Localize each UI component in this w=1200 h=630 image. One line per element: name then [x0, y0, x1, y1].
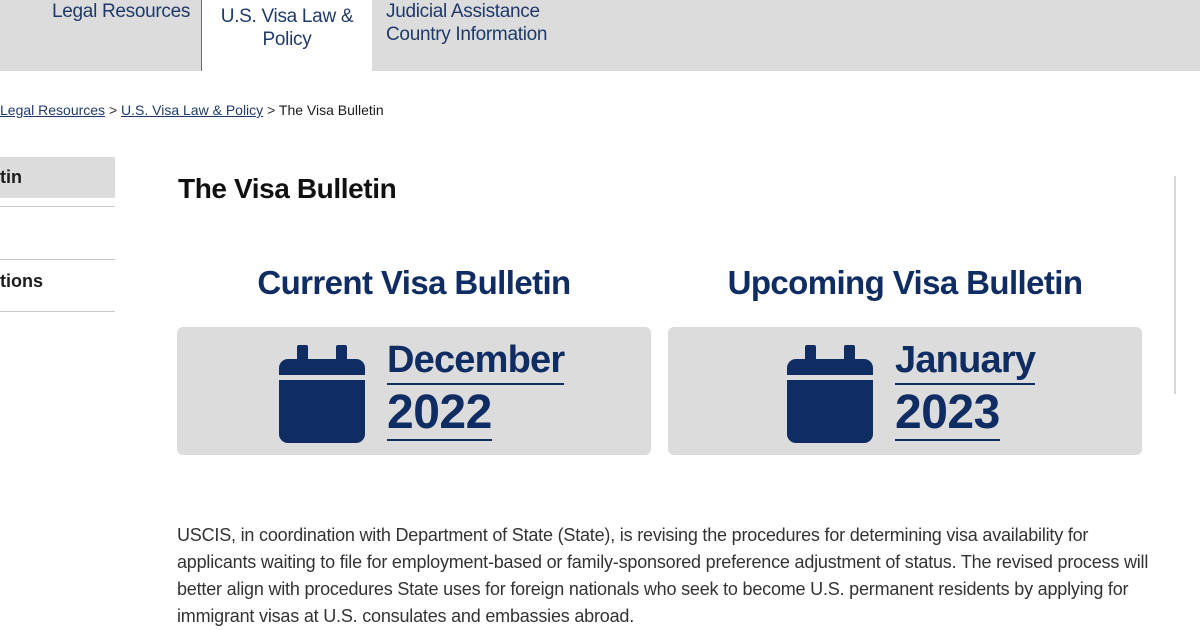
intro-paragraph: USCIS, in coordination with Department of State (State), is revising the procedures for determining visa availability for applicants waiting to file for employment-based or family-sponsored preference adjustment of status. The revised process will better align with procedures State uses for foreign nationals who seek to become U.S. permanent residents by applying for immigrant visas at U.S. consulates and embassies abroad.	[177, 525, 1149, 626]
upcoming-bulletin-card[interactable]	[668, 327, 1142, 455]
upcoming-bulletin-month[interactable]: January	[895, 339, 1035, 385]
calendar-icon	[279, 345, 365, 443]
side-navigation	[0, 157, 115, 312]
right-divider-line	[1174, 176, 1176, 394]
breadcrumb	[0, 102, 384, 118]
tab-judicial-label-line2: Country Information	[386, 24, 548, 45]
current-bulletin-heading: Current Visa Bulletin	[257, 264, 571, 301]
tab-legal-resources[interactable]: Legal Resources	[52, 1, 191, 22]
sidenav-item-tions[interactable]: tions	[0, 260, 115, 312]
sidenav-item-blank[interactable]	[0, 207, 115, 260]
calendar-icon	[787, 345, 873, 443]
tab-visa-label-line1: U.S. Visa Law &	[220, 6, 354, 27]
breadcrumb-separator: >	[267, 102, 276, 118]
top-navigation	[0, 0, 1200, 71]
breadcrumb-visa-law-policy[interactable]: U.S. Visa Law & Policy	[121, 102, 264, 118]
tab-visa-label-line2: Policy	[262, 29, 312, 50]
breadcrumb-current: The Visa Bulletin	[278, 102, 384, 118]
page-title: The Visa Bulletin	[178, 173, 397, 204]
current-bulletin-card[interactable]	[177, 327, 651, 455]
breadcrumb-legal-resources[interactable]: Legal Resources	[0, 102, 106, 118]
upcoming-bulletin-year[interactable]: 2023	[895, 386, 1000, 439]
tab-judicial-label-line1: Judicial Assistance	[386, 1, 540, 22]
current-bulletin-year[interactable]: 2022	[387, 386, 492, 439]
tab-us-visa-law-policy[interactable]	[201, 0, 372, 71]
tab-judicial-assistance[interactable]	[386, 0, 547, 46]
sidenav-divider	[0, 198, 115, 207]
upcoming-bulletin-heading: Upcoming Visa Bulletin	[727, 264, 1083, 301]
sidenav-item-visa-bulletin[interactable]: tin	[0, 157, 115, 198]
breadcrumb-separator: >	[108, 102, 118, 118]
current-bulletin-month[interactable]: December	[387, 339, 564, 385]
